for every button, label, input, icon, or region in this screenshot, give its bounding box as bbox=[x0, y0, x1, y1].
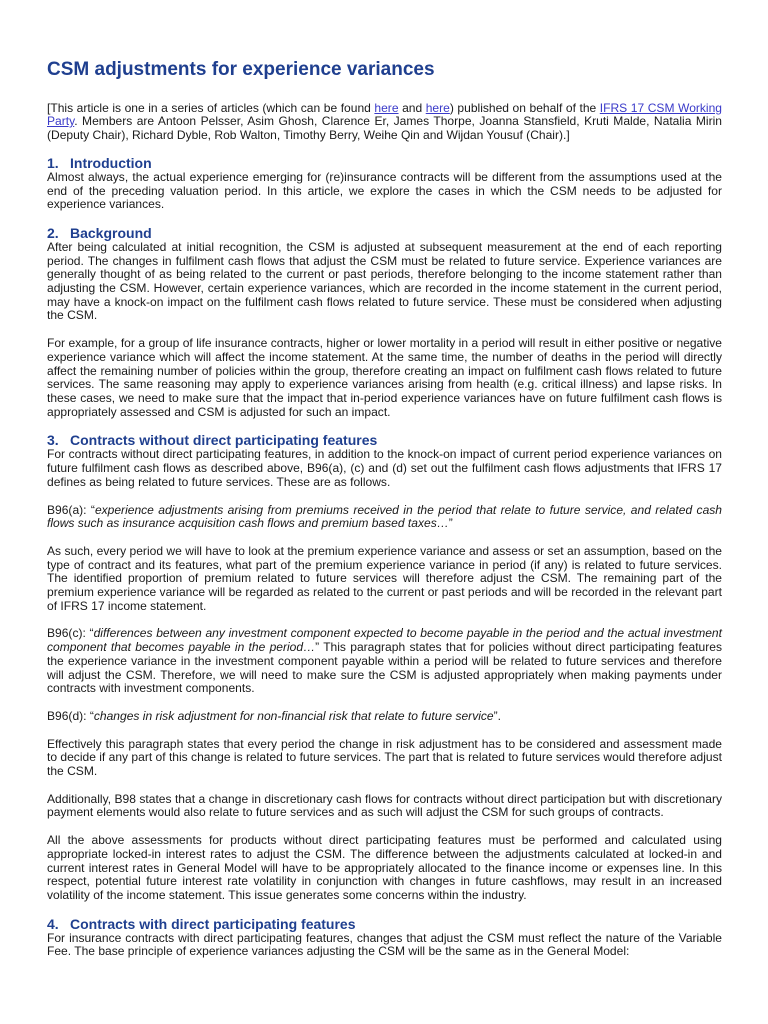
section-heading-without-direct: 3. Contracts without direct participating features bbox=[47, 432, 378, 449]
quote-b96d: B96(d): “changes in risk adjustment for non-financial risk that relate to future service”. bbox=[47, 708, 501, 723]
working-party-link[interactable]: IFRS 17 CSM Working Party bbox=[47, 100, 723, 129]
here-link-1[interactable]: here bbox=[374, 100, 399, 115]
quote-b96a: B96(a): “experience adjustments arising from premiums received in the period that relate to future service, and related cash flows such as insurance acquisition cash flows and premium based taxes…” bbox=[47, 502, 722, 531]
intro-paragraph: [This article is one in a series of articles (which can be found here and here) published on behalf of the IFRS 17 CSM Working Party. Members are Antoon Pelsser, Asim Ghosh, Clarence Er, James Thorpe, Joanna Stansfield, Kruti Malde, Natalia Mirin (Deputy Chair), Richard Dyble, Rob Walton, Timothy Berry, Weihe Qin and Wijdan Yousuf (Chair).] bbox=[47, 100, 723, 143]
quote-b96c: B96(c): “differences between any investment component expected to become payable in the period and the actual investment component that becomes payable in the period…” This paragraph states that for policies without direct participating features the experience variance in the investment component payable within a period will be related to future services and therefore will adjust the CSM. Therefore, we will need to make sure the CSM is adjusted appropriately when making payments under contracts with investment components. bbox=[47, 626, 722, 696]
without-direct-paragraph-2: As such, every period we will have to look at the premium experience variance and assess or set an assumption, based on the type of contract and its features, what part of the premium experience variance in period (if any) is related to future services. The identified proportion of premium related to future services will therefore adjust the CSM. The remaining part of the premium experience variance will be regarded as related to the current or past periods and will be recorded in the relevant part of IFRS 17 income statement. bbox=[47, 543, 722, 613]
section-heading-introduction: 1. Introduction bbox=[47, 154, 152, 171]
with-direct-paragraph-1: For insurance contracts with direct participating features, changes that adjust the CSM must reflect the nature of the Variable Fee. The base principle of experience variances adjusting the CSM will be the same as in the General Model: bbox=[47, 930, 722, 959]
here-link-2[interactable]: here bbox=[425, 100, 450, 115]
introduction-paragraph: Almost always, the actual experience emerging for (re)insurance contracts will be different from the assumptions used at the end of the preceding valuation period. In this article, we explore the cases in which the CSM needs to be adjusted for experience variances. bbox=[47, 169, 722, 212]
section-heading-background: 2. Background bbox=[47, 224, 152, 241]
page-title: CSM adjustments for experience variances bbox=[47, 59, 435, 80]
without-direct-paragraph-4: Additionally, B98 states that a change in discretionary cash flows for contracts without direct participation but with discretionary payment elements would also relate to future services and as such will adjust the CSM for such groups of contracts. bbox=[47, 791, 722, 820]
background-paragraph-1: After being calculated at initial recognition, the CSM is adjusted at subsequent measurement at the end of each reporting period. The changes in fulfilment cash flows that adjust the CSM must be related to future service. Experience variances are generally thought of as being related to the current or past periods, therefore belonging to the income statement rather than adjusting the CSM. However, certain experience variances, which are recorded in the income statement in the current period, may have a knock-on impact on the fulfilment cash flows related to future service. These must be considered when adjusting the CSM. bbox=[47, 239, 722, 323]
without-direct-paragraph-5: All the above assessments for products without direct participating features must be performed and calculated using appropriate locked-in interest rates to adjust the CSM. The difference between the adjustments calculated at locked-in and current interest rates in General Model will have to be appropriately allocated to the finance income or expenses line. In this respect, potential future interest rate volatility in conjunction with changes in future cashflows, may result in an increased volatility of the income statement. This issue generates some concerns within the industry. bbox=[47, 833, 722, 902]
section-heading-with-direct: 4. Contracts with direct participating features bbox=[47, 915, 356, 932]
background-paragraph-2: For example, for a group of life insurance contracts, higher or lower mortality in a period will result in either positive or negative experience variance which will affect the income statement. At the same time, the number of deaths in the period will directly affect the remaining number of policies within the group, therefore creating an impact on fulfilment cash flows related to future services. The same reasoning may apply to experience variances arising from health (e.g. critical illness) and lapse risks. In these cases, we need to make sure that the impact that in-period experience variances have on future fulfilment cash flows is appropriately assessed and CSM is adjusted for such an impact. bbox=[47, 336, 722, 419]
without-direct-paragraph-1: For contracts without direct participating features, in addition to the knock-on impact of current period experience variances on future fulfilment cash flows as described above, B96(a), (c) and (d) set out the fulfilment cash flows adjustments that IFRS 17 defines as being related to future services. These are as follows. bbox=[47, 447, 722, 489]
without-direct-paragraph-3: Effectively this paragraph states that every period the change in risk adjustment has to be considered and assessment made to decide if any part of this change is related to future services. The part that is related to future services would therefore adjust the CSM. bbox=[47, 736, 722, 779]
